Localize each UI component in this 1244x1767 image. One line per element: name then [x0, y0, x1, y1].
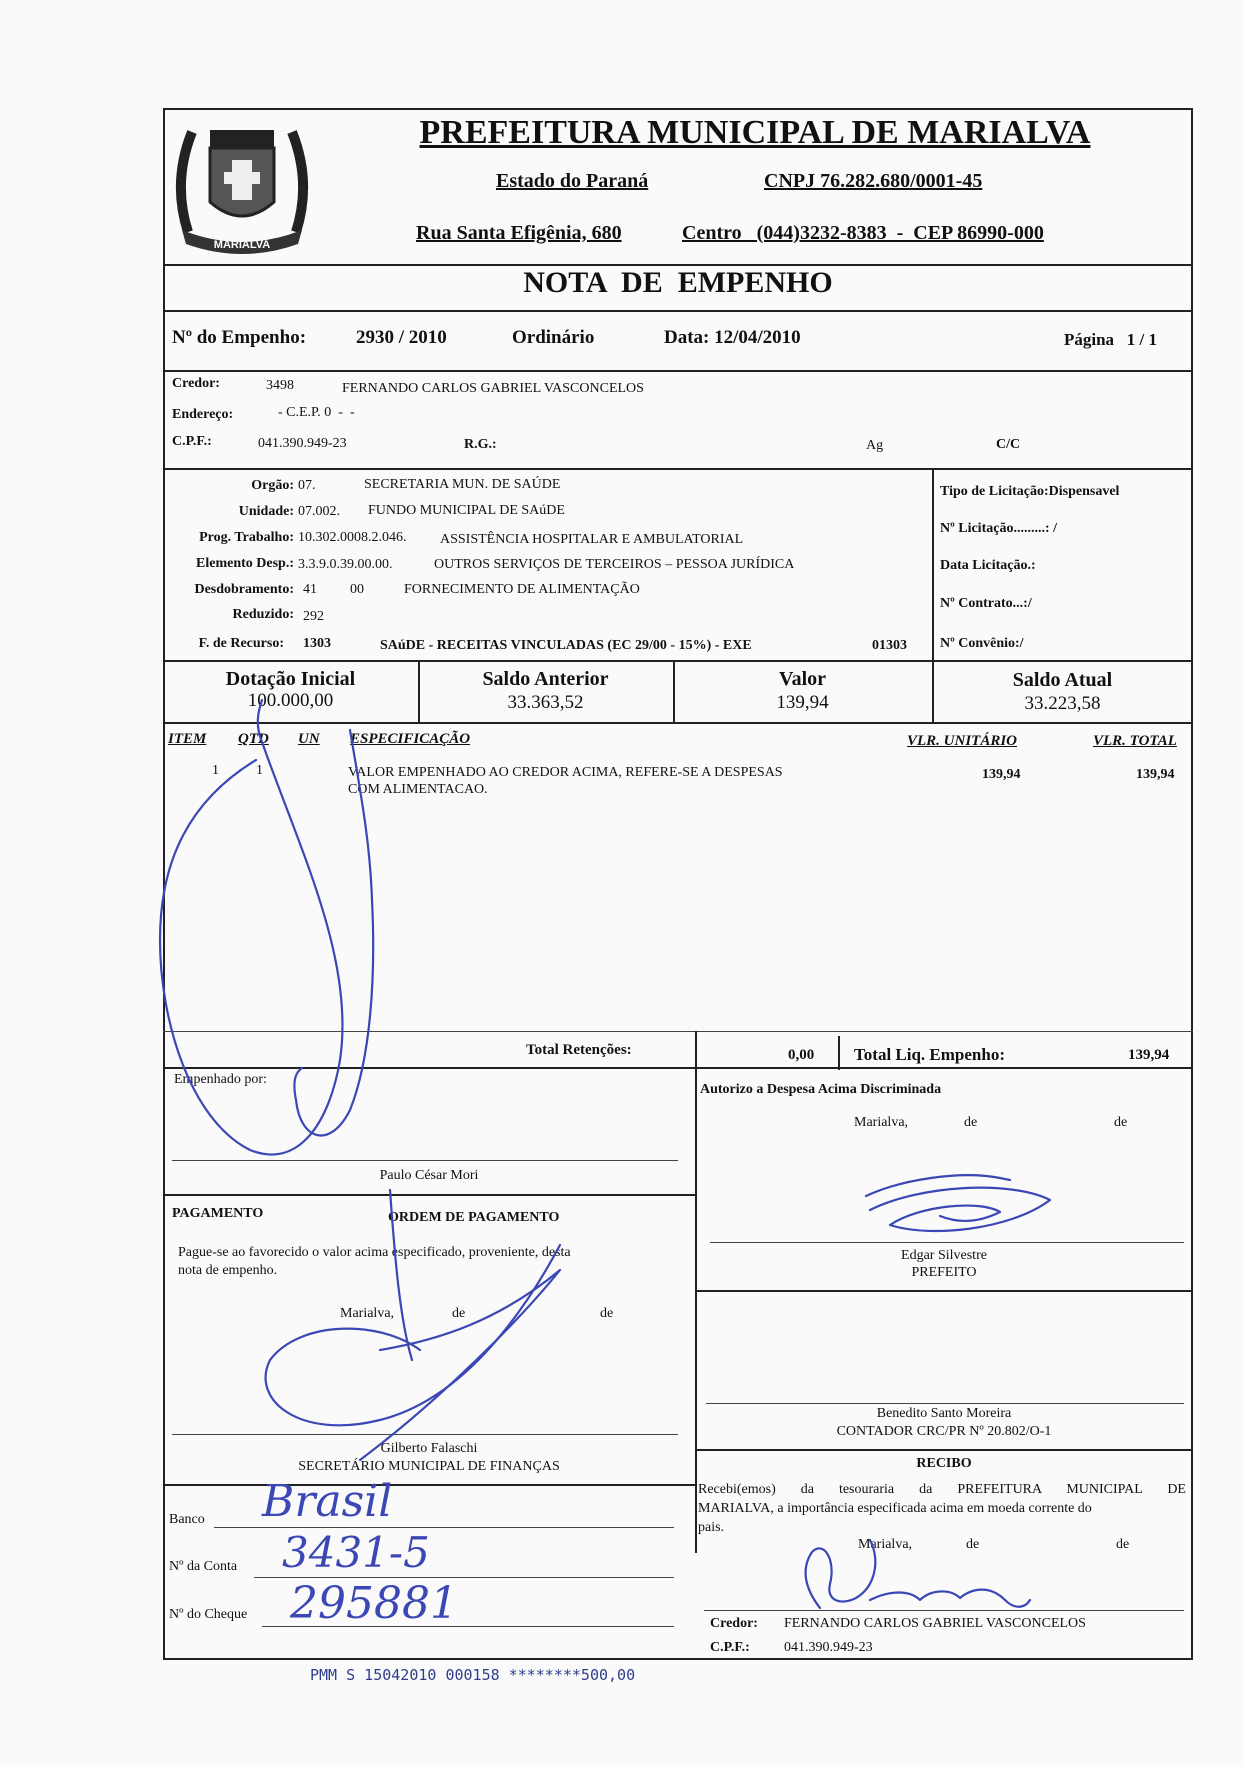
recurso-label: F. de Recurso:	[198, 636, 284, 651]
recibo-de-2: de	[1116, 1537, 1130, 1552]
state-name: Estado do Paraná	[496, 170, 649, 192]
recibo-title: RECIBO	[916, 1456, 972, 1471]
page-title: PREFEITURA MUNICIPAL DE MARIALVA	[419, 114, 1091, 151]
banco-handwritten: Brasil	[262, 1476, 393, 1527]
row-spec-line2: COM ALIMENTACAO.	[348, 782, 488, 797]
secretario-name: Gilberto Falaschi	[380, 1441, 478, 1456]
address-value: - C.E.P. 0 - -	[278, 405, 355, 420]
recibo-text-line2: MARIALVA, a importância especificada acima em moeda corrente do	[698, 1501, 1092, 1516]
recurso-name: SAúDE - RECEITAS VINCULADAS (EC 29/00 - 15%) - EXE	[380, 638, 752, 653]
row-item: 1	[212, 763, 219, 778]
col-qtd: QTD	[238, 731, 269, 747]
recibo-credor-name: FERNANDO CARLOS GABRIEL VASCONCELOS	[784, 1616, 1086, 1631]
liq-empenho-label: Total Liq. Empenho:	[854, 1045, 1005, 1064]
saldo-anterior-label: Saldo Anterior	[482, 668, 609, 690]
desdobramento-name: FORNECIMENTO DE ALIMENTAÇÃO	[404, 582, 640, 597]
row-spec-line1: VALOR EMPENHADO AO CREDOR ACIMA, REFERE-SE A DESPESAS	[348, 765, 783, 780]
desdobramento-code: 41	[303, 582, 317, 597]
autorizo-text: Autorizo a Despesa Acima Discriminada	[700, 1082, 942, 1097]
col-especificacao: ESPECIFICAÇÃO	[350, 731, 471, 747]
recibo-de-1: de	[966, 1537, 980, 1552]
elemento-name: OUTROS SERVIÇOS DE TERCEIROS – PESSOA JURÍDICA	[434, 557, 795, 572]
recibo-text-line1: Recebi(emos) da tesouraria da PREFEITURA MUNICIPAL DE	[698, 1482, 1186, 1497]
address-rest: Centro (044)3232-8383 - CEP 86990-000	[682, 222, 1044, 244]
recurso-code: 1303	[303, 636, 331, 651]
seal-text: MARIALVA	[213, 239, 271, 251]
col-vlr-total: VLR. TOTAL	[1093, 733, 1177, 749]
orgao-code: 07.	[298, 478, 316, 493]
prog-name: ASSISTÊNCIA HOSPITALAR E AMBULATORIAL	[440, 532, 744, 547]
cnpj: CNPJ 76.282.680/0001-45	[764, 170, 983, 192]
licitacao-numero: Nº Licitação.........: /	[940, 521, 1057, 536]
ag-label: Ag	[866, 438, 884, 453]
prefeito-signature	[866, 1175, 1050, 1231]
desdobramento-sub: 00	[350, 582, 364, 597]
valor-value: 139,94	[776, 692, 829, 713]
rg-label: R.G.:	[464, 437, 497, 452]
desdobramento-label: Desdobramento:	[194, 582, 294, 597]
saldo-atual-value: 33.223,58	[1024, 693, 1101, 714]
secretario-signature	[266, 1190, 560, 1460]
liq-empenho-value: 139,94	[1128, 1047, 1170, 1063]
dotacao-value: 100.000,00	[247, 690, 334, 711]
orgao-name: SECRETARIA MUN. DE SAÚDE	[364, 477, 561, 492]
empenho-date: Data: 12/04/2010	[664, 327, 801, 348]
row-total-value: 139,94	[1136, 767, 1175, 782]
cheque-label: Nº do Cheque	[169, 1607, 248, 1622]
empenho-number: 2930 / 2010	[356, 327, 447, 348]
credor-label: Credor:	[172, 376, 220, 391]
dotacao-label: Dotação Inicial	[225, 668, 356, 690]
orgao-label: Orgão:	[251, 478, 294, 493]
empenho-label: Nº do Empenho:	[172, 327, 307, 348]
licitacao-tipo: Tipo de Licitação:Dispensavel	[940, 484, 1120, 499]
retencoes-value: 0,00	[788, 1047, 815, 1063]
convenio-numero: Nº Convênio:/	[940, 636, 1024, 651]
cpf-label: C.P.F.:	[172, 434, 212, 449]
secretario-role: SECRETÁRIO MUNICIPAL DE FINANÇAS	[298, 1459, 560, 1474]
unidade-name: FUNDO MUNICIPAL DE SAúDE	[368, 503, 565, 518]
banco-label: Banco	[169, 1512, 205, 1527]
prog-label: Prog. Trabalho:	[199, 530, 294, 545]
col-vlr-unitario: VLR. UNITÁRIO	[907, 733, 1018, 749]
elemento-label: Elemento Desp.:	[196, 556, 294, 571]
recibo-place: Marialva,	[858, 1537, 913, 1552]
unidade-label: Unidade:	[238, 504, 294, 519]
autorizo-place: Marialva,	[854, 1115, 909, 1130]
recibo-credor-label: Credor:	[710, 1616, 758, 1631]
recurso-code-2: 01303	[872, 638, 907, 653]
pagamento-de-1: de	[452, 1306, 466, 1321]
empenhado-name: Paulo César Mori	[379, 1168, 479, 1183]
street: Rua Santa Efigênia, 680	[416, 222, 622, 244]
pagamento-de-2: de	[600, 1306, 614, 1321]
ordem-pagamento-title: ORDEM DE PAGAMENTO	[388, 1210, 560, 1225]
row-unit-value: 139,94	[982, 767, 1021, 782]
valor-label: Valor	[778, 668, 827, 690]
cheque-handwritten: 295881	[290, 1578, 458, 1629]
reduzido-label: Reduzido:	[232, 607, 294, 622]
autorizo-de-1: de	[964, 1115, 978, 1130]
prog-code: 10.302.0008.2.046.	[298, 530, 407, 545]
elemento-code: 3.3.9.0.39.00.00.	[298, 557, 393, 572]
credor-code: 3498	[266, 378, 294, 393]
recibo-cpf-label: C.P.F.:	[710, 1640, 750, 1655]
retencoes-label: Total Retenções:	[526, 1042, 632, 1058]
row-qtd: 1	[256, 763, 263, 778]
contador-role: CONTADOR CRC/PR Nº 20.802/O-1	[836, 1424, 1052, 1439]
document-title: NOTA DE EMPENHO	[523, 266, 833, 299]
reduzido-code: 292	[303, 609, 324, 624]
pagamento-title: PAGAMENTO	[172, 1206, 264, 1221]
autorizo-de-2: de	[1114, 1115, 1128, 1130]
recibo-text-line3: pais.	[698, 1520, 725, 1535]
licitacao-data: Data Licitação.:	[940, 558, 1036, 573]
payment-stamp: PMM S 15042010 000158 ********500,00	[310, 1666, 636, 1684]
pagamento-text-line1: Pague-se ao favorecido o valor acima especificado, proveniente, desta	[178, 1245, 571, 1260]
col-item: ITEM	[168, 731, 207, 747]
recibo-cpf: 041.390.949-23	[784, 1640, 873, 1655]
contrato-numero: Nº Contrato...:/	[940, 596, 1032, 611]
unidade-code: 07.002.	[298, 504, 340, 519]
prefeito-role: PREFEITO	[911, 1265, 977, 1280]
saldo-anterior-value: 33.363,52	[507, 692, 584, 713]
empenhado-label: Empenhado por:	[174, 1072, 267, 1087]
cc-label: C/C	[996, 437, 1021, 452]
prefeito-name: Edgar Silvestre	[901, 1248, 987, 1263]
contador-name: Benedito Santo Moreira	[876, 1406, 1012, 1421]
saldo-atual-label: Saldo Atual	[1012, 669, 1113, 691]
empenho-signature	[160, 700, 373, 1154]
conta-handwritten: 3431-5	[282, 1528, 430, 1577]
empenho-type: Ordinário	[512, 327, 595, 348]
conta-label: Nº da Conta	[169, 1559, 238, 1574]
credor-signature	[806, 1540, 1030, 1608]
cpf-value: 041.390.949-23	[258, 436, 347, 451]
address-label: Endereço:	[172, 407, 234, 422]
credor-name: FERNANDO CARLOS GABRIEL VASCONCELOS	[342, 381, 644, 396]
col-un: UN	[298, 731, 320, 747]
page-number: Página 1 / 1	[1064, 330, 1158, 349]
pagamento-place: Marialva,	[340, 1306, 395, 1321]
pagamento-text-line2: nota de empenho.	[178, 1263, 278, 1278]
